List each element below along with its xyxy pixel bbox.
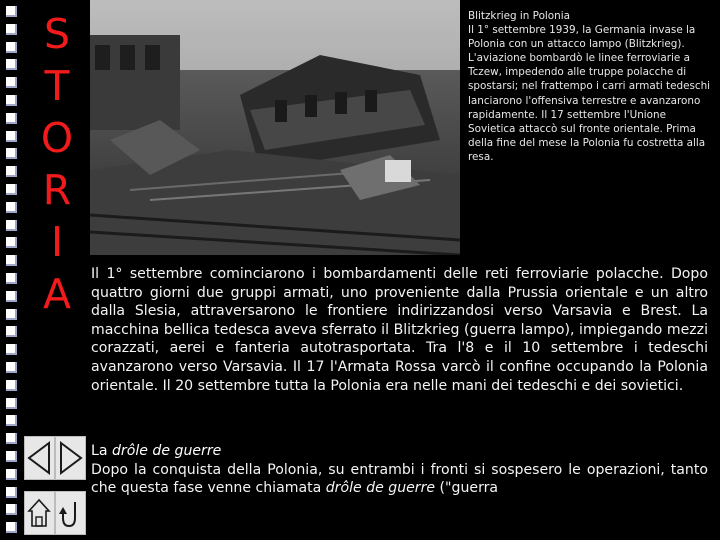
decorative-square: [6, 202, 17, 213]
decorative-square: [6, 59, 17, 70]
caption-body: Il 1° settembre 1939, la Germania invase la Polonia con un attacco lampo (Blitzkrieg). L'aviazione bombardò le linee ferroviarie a Tczew, impedendo alle truppe polacche di spostarsi; nel frattempo i carri armati tedeschi lanciarono l'offensiva terrestre e avanzarono rapidamente. Il 17 settembre l'Unione Sovietica attaccò sul fronte orientale. Prima della fine del mese la Polonia fu costretta alla resa.: [468, 24, 711, 163]
section-drole-de-guerre: [91, 442, 708, 498]
section-heading-prefix: La: [91, 443, 112, 459]
section-body-emphasis: drôle de guerre: [325, 480, 436, 497]
decorative-square: [6, 522, 17, 533]
triangle-left-icon: [25, 437, 54, 479]
decorative-square: [6, 415, 17, 426]
return-arrow-icon: [56, 492, 85, 534]
home-button[interactable]: [24, 491, 55, 535]
decorative-square: [6, 469, 17, 480]
section-body: [91, 461, 708, 498]
section-body-end: ("guerra: [435, 480, 499, 497]
decorative-square: [6, 113, 17, 124]
home-icon: [25, 492, 54, 534]
caption-heading: Blitzkrieg in Polonia: [468, 10, 571, 22]
decorative-square: [6, 487, 17, 498]
decorative-square: [6, 504, 17, 515]
section-heading-emphasis: drôle de guerre: [111, 443, 222, 459]
title-letter: O: [40, 114, 74, 162]
decorative-square: [6, 24, 17, 35]
decorative-square: [6, 380, 17, 391]
decorative-square: [6, 309, 17, 320]
decorative-square: [6, 398, 17, 409]
title-letter: R: [42, 166, 72, 214]
decorative-square: [6, 237, 17, 248]
decorative-square: [6, 451, 17, 462]
main-paragraph: Il 1° settembre cominciarono i bombardamenti delle reti ferroviarie polacche. Dopo quattro giorni due gruppi armati, uno proveniente dalla Prussia orientale e un altro dalla Slesia, attraversarono le frontiere indirizzandosi verso Varsavia e Brest. La macchina bellica tedesca aveva sferrato il Blitzkrieg (guerra lampo), impiegando mezzi corazzati, aerei e fanteria autotrasportata. Tra l'8 e il 10 settembre i tedeschi avanzarono verso Varsavia. Il 17 l'Armata Rossa varcò il confine occupando la Polonia orientale. Il 20 settembre tutta la Polonia era nelle mani dei tedeschi e dei sovietici.: [91, 266, 708, 394]
title-letter: A: [42, 270, 72, 318]
next-slide-button[interactable]: [55, 436, 86, 480]
decorative-square: [6, 273, 17, 284]
decorative-square: [6, 6, 17, 17]
decorative-square-strip: [0, 0, 22, 540]
decorative-square: [6, 255, 17, 266]
triangle-right-icon: [56, 437, 85, 479]
decorative-square: [6, 291, 17, 302]
decorative-square: [6, 326, 17, 337]
title-letter: I: [50, 218, 64, 266]
title-letter: T: [44, 62, 70, 110]
decorative-square: [6, 344, 17, 355]
section-body-start: Dopo la conquista della Polonia, su entrambi i fronti si sospesero le operazioni, tanto che questa fase venne chiamata: [91, 461, 708, 497]
decorative-square: [6, 184, 17, 195]
decorative-square: [6, 95, 17, 106]
section-heading: [91, 442, 708, 461]
decorative-square: [6, 77, 17, 88]
decorative-square: [6, 220, 17, 231]
decorative-square: [6, 166, 17, 177]
bombed-railway-photo: [90, 0, 460, 255]
decorative-square: [6, 148, 17, 159]
title-letter: S: [43, 10, 71, 58]
decorative-square: [6, 42, 17, 53]
decorative-square: [6, 433, 17, 444]
decorative-square: [6, 131, 17, 142]
decorative-square: [6, 362, 17, 373]
photo-caption: [468, 9, 714, 164]
section-title-vertical: [28, 8, 86, 320]
prev-slide-button[interactable]: [24, 436, 55, 480]
return-button[interactable]: [55, 491, 86, 535]
